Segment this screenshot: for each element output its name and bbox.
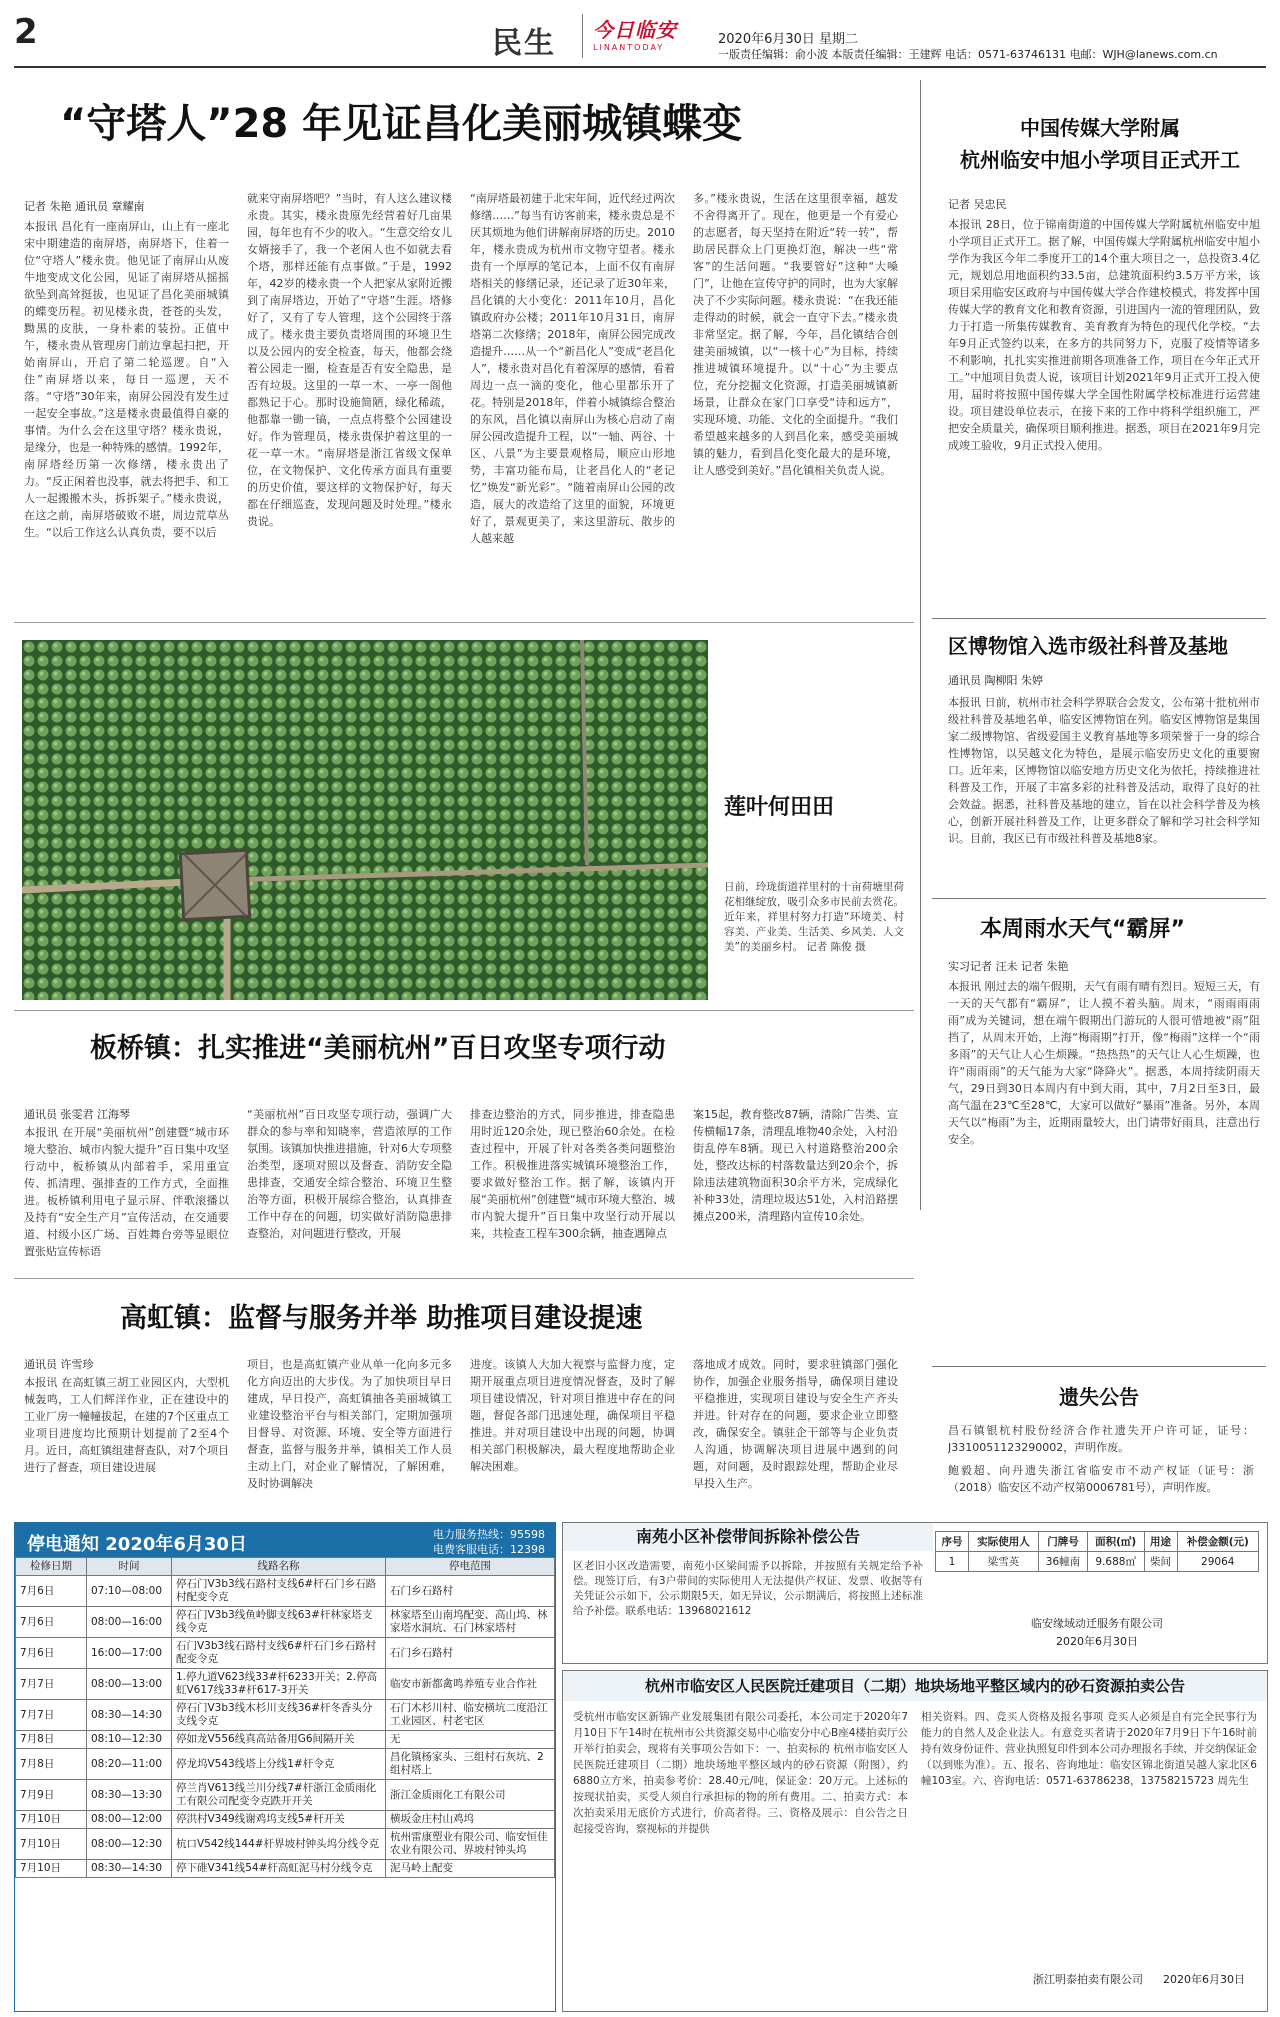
article1-headline: “守塔人”28 年见证昌化美丽城镇蝶变: [60, 101, 743, 147]
power-notice-title: 停电通知 2020年6月30日: [27, 1534, 247, 1555]
article2-byline: 记者 吴忠民: [948, 198, 1007, 211]
comp-cell: 梁雪英: [968, 1552, 1038, 1572]
masthead-logo: [582, 14, 693, 58]
outage-range-cell: 昌化镇杨家头、三组村石灰坑、2组村塔上: [386, 1749, 555, 1780]
compensation-org: 临安缘域动迁服务有限公司: [1031, 1617, 1163, 1630]
outage-date-cell: 7月7日: [16, 1700, 87, 1731]
outage-range-cell: 泥马岭上配变: [386, 1860, 555, 1878]
power-notice: [14, 1522, 556, 2012]
auction-body-left: 受杭州市临安区新锦产业发展集团有限公司委托，本公司定于2020年7月10日下午14时在杭州市公共资源交易中心临安分中心B座4楼拍卖厅公开举行拍卖会，现将有关事项公告如下：一、拍卖标的 杭州市临安区人民医院迁建项目（二期）地块场地平整区域内的砂石资源（附图），约6880立方米，拍卖参考价：28.40元/吨，保证金：20万元。上述标的按现状拍卖，买受人须自行承担标的物的所有费用。二、拍卖方式：本次拍卖采用无底价方式进行，价高者得。三、资格及展示：自公告之日起接受咨询，察视标的并提供: [573, 1711, 908, 1835]
lost-notice-title: 遗失公告: [1059, 1385, 1139, 1409]
compensation-title: 南苑小区补偿带间拆除补偿公告: [563, 1523, 933, 1551]
compensation-table: [935, 1531, 1259, 1572]
outage-range-cell: 石门乡石路村: [386, 1638, 555, 1669]
outage-line-cell: 停石门V3b3线鱼岭脚支线63#杆林家塔支线令克: [172, 1607, 386, 1638]
comp-header-user: 实际使用人: [968, 1532, 1038, 1552]
comp-cell: 1: [936, 1552, 969, 1572]
outage-time-cell: 07:10—08:00: [87, 1576, 172, 1607]
outage-range-cell: 林家塔至山南坞配变、高山坞、林家塔水洞坑、石门林家塔村: [386, 1607, 555, 1638]
comp-cell: 36幢南: [1039, 1552, 1088, 1572]
table-row: [16, 1731, 555, 1749]
comp-cell: 29064: [1177, 1552, 1258, 1572]
article1-col4: 多。”楼永贵说，生活在这里很幸福，越发不舍得离开了。现在，他更是一个有爱心的志愿者，每天坚持在附近“转一转”，帮助居民群众上门更换灯泡，解决一些“常客”的生活问题。“我要管好”这种“大嗓门”，让他在宣传守护的同时，也为大家解决了不少实际问题。楼永贵说：“在我还能走得动的时候，就会一直守下去。”楼永贵非常坚定。据了解，今年，昌化镇结合创建美丽城镇，以“一核十心”为目标，持续推进城镇环境提升。以“十心”为主要点位，充分挖掘文化资源，打造美丽城镇新场景，让群众在家门口享受“诗和远方”，实现环境、功能、文化的全面提升。“我们希望越来越多的人到昌化来，感受美丽城镇的魅力，看到昌化变化最大的是环境，让人感受到美好。”昌化镇相关负责人说。: [693, 192, 898, 477]
table-row: [936, 1552, 1259, 1572]
article4-body: 本报讯 刚过去的端午假期，天气有雨有晴有烈日。短短三天，有一天的天气都有“霸屏”，让人摸不着头脑。周末，“雨雨雨雨雨”成为关键词，想在端午假期出门游玩的人很可惜地被“雨”阻挡了，从周末开始，上海“梅雨期”打开，像“梅雨”这样一个“雨多雨”的天气让人心生烦躁。“热热热”的天气让人心生烦躁，也许“雨雨雨”的天气能为大家“降降火”。据悉，本周持续阴雨天气，29日到30日本周内有中到大雨，其中，7月2日至3日，最高气温在23℃至28℃，大家可以做好“暴雨”准备。另外，本周天气以“梅雨”为主，近期雨量较大，出门请带好雨具，注意出行安全。: [948, 980, 1260, 1146]
outage-date-cell: 7月6日: [16, 1576, 87, 1607]
article3-headline: 区博物馆入选市级社科普及基地: [948, 634, 1228, 658]
outage-range-cell: 无: [386, 1731, 555, 1749]
outage-time-cell: 08:00—12:00: [87, 1811, 172, 1829]
outage-range-cell: 石门乡石路村: [386, 1576, 555, 1607]
outage-time-cell: 08:30—14:30: [87, 1860, 172, 1878]
paper-name: 今日临安: [593, 18, 677, 42]
outage-date-cell: 7月10日: [16, 1811, 87, 1829]
auction-title: 杭州市临安区人民医院迁建项目（二期）地块场地平整区域内的砂石资源拍卖公告: [563, 1671, 1267, 1701]
table-row: [16, 1780, 555, 1811]
article6-col4: 落地成才成效。同时，要求驻镇部门强化协作，加强企业服务指导，确保项目建设平稳推进，实现项目建设与安全生产齐头并进。针对存在的问题，要求企业立即整改，确保安全。镇驻企干部等与企业负责人沟通，协调解决项目进展中遇到的问题，对问题，及时跟踪处理，帮助企业尽早投入生产。: [693, 1358, 898, 1490]
article2-headline-line2: 杭州临安中旭小学项目正式开工: [960, 148, 1240, 172]
article2-headline-line1: 中国传媒大学附属: [1020, 116, 1180, 140]
outage-line-cell: 停洪村V349线谢鸡坞支线5#杆开关: [172, 1811, 386, 1829]
compensation-notice: [562, 1522, 1268, 1664]
comp-cell: 9.688㎡: [1087, 1552, 1144, 1572]
comp-header-house: 门牌号: [1039, 1532, 1088, 1552]
article3-body: 本报讯 日前，杭州市社会科学界联合会发文，公布第十批杭州市级社科普及基地名单，临安区博物馆在列。临安区博物馆是集国家二级博物馆、省级爱国主义教育基地等多项荣誉于一身的综合性博物馆，以吴越文化为特色，是展示临安历史文化的重要窗口。近年来，区博物馆以临安地方历史文化为依托，持续推进社科普及工作，开展了丰富多彩的社科普及活动，取得了良好的社会效益。据悉，社科普及基地的建立，旨在以社会科学普及为核心，创新开展社科普及工作，让更多群众了解和学习社会科学知识。目前，我区已有市级社科普及基地8家。: [948, 696, 1260, 845]
table-row: [16, 1811, 555, 1829]
article6-byline: 通讯员 许雪珍: [24, 1358, 94, 1371]
photo-top-rule: [14, 622, 914, 623]
article5-top-rule: [14, 1010, 914, 1011]
comp-header-use: 用途: [1144, 1532, 1177, 1552]
article1-col3: “南屏塔最初建于北宋年间，近代经过两次修缮……”每当有访客前来，楼永贵总是不厌其烦地为他们讲解南屏塔的历史。2010年，楼永贵成为杭州市文物守望者。楼永贵有一个厚厚的笔记本，上面不仅有南屏塔相关的修缮记录，还记录了近30年来，昌化镇的大小变化：2011年10月，昌化镇政府办公楼；2011年10月31日，南屏塔第二次修缮；2018年，南屏公园完成改造提升……从一个“新昌化人”变成“老昌化人”，楼永贵对昌化有着深厚的感情，看着周边一点一滴的变化，他心里都乐开了花。特别是2018年，伴着小城镇综合整治的东风，昌化镇以南屏山为核心启动了南屏公园改造提升工程，以“一轴、两谷、十区、八景”为主要景观格局，顺应山形地势，丰富功能布局，让老昌化人的“老记忆”焕发“新光彩”。“随着南屏山公园的改造，展大的改造给了这里的面貌，环境更好了，景观更美了，来这里游玩、散步的人越来越: [470, 192, 675, 545]
outage-time-cell: 08:00—13:00: [87, 1669, 172, 1700]
vertical-divider-right: [920, 80, 921, 1210]
comp-header-amount: 补偿金额(元): [1177, 1532, 1258, 1552]
article6-col3: 进度。该镇人大加大视察与监督力度，定期开展重点项目进度情况督查，及时了解项目建设情况，针对项目推进中存在的问题，督促各部门迅速处理，确保项目平稳推进。并对项目建设中出现的问题，协调相关部门积极解决，最大程度地帮助企业解决困难。: [470, 1358, 675, 1473]
editors-line: 一版责任编辑：俞小波 本版责任编辑：王建辉 电话：0571-63746131 电邮：WJH@lanews.com.cn: [718, 48, 1218, 61]
outage-date-cell: 7月8日: [16, 1749, 87, 1780]
outage-date-cell: 7月8日: [16, 1731, 87, 1749]
article5-col1: 本报讯 在开展“美丽杭州”创建暨“城市环境大整治、城市内貌大提升”百日集中攻坚行动中，板桥镇从内部着手，采用重宣传、抓清理、强排查的工作方式，全面推进。板桥镇利用电子显示屏、伴歌滚播以及持有“安全生产月”宣传活动，在交通要道、村级小区广场、百姓舞台旁等显眼位置张贴宣传标语: [24, 1126, 229, 1258]
table-row: [16, 1576, 555, 1607]
article5-headline: 板桥镇：扎实推进“美丽杭州”百日攻坚专项行动: [90, 1033, 666, 1064]
outage-date-cell: 7月6日: [16, 1607, 87, 1638]
article6-col1: 本报讯 在高虹镇三胡工业园区内，大型机械轰鸣，工人们辉洋作业，正在建设中的工业厂房一幢幢拔起，在建的7个区重点工业项目进度均比预期计划提前了2至4个月。近日，高虹镇组建督查队，对7个项目进行了督查，项目建设进展: [24, 1376, 229, 1474]
article6-col2: 项目，也是高虹镇产业从单一化向多元多化方向迈出的大步伐。为了加快项目早日建成，早日投产，高虹镇抽各美丽城镇工业建设整治平台与相关部门，定期加强项目督导、对资源、环境、安全等方面进行督查，监督与服务并举，镇相关工作人员主动上门，对企业了解情况，了解困难，及时协调解决: [247, 1358, 452, 1490]
comp-cell: 柴间: [1144, 1552, 1177, 1572]
outage-time-cell: 16:00—17:00: [87, 1638, 172, 1669]
outage-line-cell: 停如龙V556线真高站备用G6间隔开关: [172, 1731, 386, 1749]
compensation-date: 2020年6月30日: [1056, 1635, 1138, 1648]
outage-range-cell: 杭州雷康塑业有限公司、临安恒佳农业有限公司、界坡村钟头坞: [386, 1829, 555, 1860]
outage-line-cell: 停兰肖V613线兰川分线7#杆浙江金质雨化工有限公司配变令克跌开开关: [172, 1780, 386, 1811]
outage-line-cell: 杭口V542线144#杆界坡村钟头坞分线令克: [172, 1829, 386, 1860]
issue-date: 2020年6月30日 星期二: [718, 32, 859, 47]
outage-time-cell: 08:30—14:30: [87, 1700, 172, 1731]
article3-top-rule: [932, 618, 1266, 619]
outage-range-cell: 石门木杉川村、临安横坑二度沿江工业园区、村老宅区: [386, 1700, 555, 1731]
article4-headline: 本周雨水天气“霸屏”: [980, 917, 1185, 942]
power-service-phone: 电费客服电话：12398: [433, 1543, 545, 1556]
table-row: [16, 1829, 555, 1860]
outage-date-cell: 7月9日: [16, 1780, 87, 1811]
article5-byline: 通讯员 张雯君 江海琴: [24, 1108, 130, 1121]
article5-col3: 排查边整治的方式，同步推进，排查隐患用时近120余处，现已整治60余处。在检查过程中，开展了针对各类各类问题整治工作。积极推进落实城镇环境整治工作，要求做好整治工作。据了解，该镇内开展“美丽杭州”创建暨“城市环境大整治、城市内貌大提升”百日集中攻坚行动开展以来，共检查工程车300余辆，抽查遇障点: [470, 1108, 675, 1240]
article6-top-rule: [14, 1278, 914, 1279]
article1-byline: 记者 朱艳 通讯员 章耀南: [24, 200, 145, 213]
outage-line-cell: 停龙坞V543线塔上分线1#杆令克: [172, 1749, 386, 1780]
comp-header-area: 面积(㎡): [1087, 1532, 1144, 1552]
table-row: [16, 1669, 555, 1700]
auction-notice: [562, 1670, 1268, 2012]
header-line: 线路名称: [172, 1558, 386, 1576]
article6-headline: 高虹镇：监督与服务并举 助推项目建设提速: [120, 1303, 643, 1334]
outage-time-cell: 08:00—16:00: [87, 1607, 172, 1638]
outage-line-cell: 石门V3b3线石路村支线6#杆石门乡石路村配变令克: [172, 1638, 386, 1669]
outage-range-cell: 浙江金质雨化工有限公司: [386, 1780, 555, 1811]
power-notice-header: [15, 1523, 555, 1557]
article5-col4: 案15起，教育整改87辆，清除广告类、宣传横幅17条，清理乱堆物40余处，入村沿街乱停车8辆。现已入村道路整治200余处，整改达标的村落数量达到20余个，拆除违法建筑物面积30余平方米，完成绿化补种33处，清理垃圾达51处，入村沿路摆摊点200米，清理路内宣传10余处。: [693, 1108, 898, 1223]
masthead-rule: [14, 66, 1266, 68]
outage-date-cell: 7月10日: [16, 1829, 87, 1860]
paper-name-en: LINANTODAY: [593, 43, 665, 52]
article5-col2: “美丽杭州”百日攻坚专项行动，强调广大群众的参与率和知晓率，营造浓厚的工作氛围。该镇加快推进措施，针对6大专项整治类型，逐项对照以及督查、消防安全隐患排查，交通安全综合整治、环境卫生整治等方面，积极开展综合整治，认真排查工作中存在的问题，切实做好消防隐患排查整治，对问题进行整改，开展: [247, 1108, 452, 1240]
header-date: 检修日期: [16, 1558, 87, 1576]
power-table-header: [16, 1558, 555, 1576]
table-row: [16, 1700, 555, 1731]
outage-line-cell: 停石门V3b3线石路村支线6#杆石门乡石路村配变令克: [172, 1576, 386, 1607]
article3-byline: 通讯员 陶柳阳 朱婷: [948, 674, 1043, 687]
auction-org: 浙江明泰拍卖有限公司: [1033, 1973, 1143, 1986]
auction-body-right: 相关资料。四、竞买人资格及报名事项 竞买人必须是自有完全民事行为能力的自然人及企业法人。有意竞买者请于2020年7月9日下午16时前持有效身份证件、营业执照复印件到本公司办理报名手续，并交纳保证金（以到账为准）。五、报名、咨询地址：临安区锦北街道吴越人家北区6幢103室。六、咨询电话：0571-63786238，13758215723 周先生: [921, 1711, 1257, 1787]
table-row: [16, 1860, 555, 1878]
outage-line-cell: 停下碓V341线54#杆高虹泥马村分线令克: [172, 1860, 386, 1878]
outage-time-cell: 08:00—12:30: [87, 1829, 172, 1860]
outage-date-cell: 7月6日: [16, 1638, 87, 1669]
page-number: 2: [14, 12, 38, 52]
lost-notice-body2: 鲍毅超、向丹遗失浙江省临安市不动产权证（证号：浙（2018）临安区不动产权第0006781号），声明作废。: [948, 1464, 1254, 1494]
outage-range-cell: 临安市新都禽鸣养殖专业合作社: [386, 1669, 555, 1700]
table-row: [16, 1638, 555, 1669]
outage-line-cell: 1.停九道V623线33#杆6233开关；2.停高虹V617线33#杆617-3开关: [172, 1669, 386, 1700]
table-row: [16, 1749, 555, 1780]
outage-date-cell: 7月7日: [16, 1669, 87, 1700]
outage-time-cell: 08:10—12:30: [87, 1731, 172, 1749]
power-outage-table: [15, 1557, 555, 1878]
outage-line-cell: 停石门V3b3线木杉川支线36#杆冬香头分支线令克: [172, 1700, 386, 1731]
outage-time-cell: 08:20—11:00: [87, 1749, 172, 1780]
article1-col2: 就来守南屏塔吧？”当时，有人这么建议楼永贵。其实，楼永贵原先经营着好几亩果园，每年也有不少的收入。“生意交给女儿女婿接手了，我一个老闲人也不如就去看个塔，那样还能有点事做。”于是，1992年，42岁的楼永贵一个人把家从家附近搬到了南屏塔边，开始了“守塔”生涯。塔修好了，又有了专人管理，这个公园终于落成了。楼永贵主要负责塔周围的环境卫生以及公园内的安全检查，每天，他都会绕着公园走一圈，检查是否有安全隐患，是否有垃圾。这里的一草一木、一亭一阁他都熟记于心。那时设施简陋，绿化稀疏，他都靠一锄一镐，一点点将整个公园建设好。作为管理员，楼永贵保护着这里的一花一草一木。“南屏塔是浙江省级文保单位，在文物保护、文化传承方面具有重要的历史价值，要这样的文物保护好，每天都在仔细巡查，发现问题及时处理。”楼永贵说。: [247, 192, 452, 528]
photo-caption: 日前，玲珑街道祥里村的十亩荷塘里荷花相继绽放，吸引众多市民前去赏花。近年来，祥里村努力打造“环境美、村容美、产业美、生活美、乡风美、人文美”的美丽乡村。 记者 陈俊 摄: [724, 881, 904, 953]
power-hotline: 电力服务热线：95598: [433, 1528, 545, 1541]
header-range: 停电范围: [386, 1558, 555, 1576]
lost-notice-body1: 昌石镇银杭村股份经济合作社遗失开户许可证，证号：J3310051123290002，声明作废。: [948, 1424, 1254, 1454]
comp-header-no: 序号: [936, 1532, 969, 1552]
outage-date-cell: 7月10日: [16, 1860, 87, 1878]
outage-time-cell: 08:30—13:30: [87, 1780, 172, 1811]
header-time: 时间: [87, 1558, 172, 1576]
photo-title: 莲叶何田田: [724, 795, 835, 820]
lotus-pond-photo: [22, 640, 708, 1000]
section-name: 民生: [492, 26, 556, 61]
article4-byline: 实习记者 汪未 记者 朱艳: [948, 960, 1069, 973]
article2-body: 本报讯 28日，位于锦南街道的中国传媒大学附属杭州临安中旭小学项目正式开工。据了解，中国传媒大学附属杭州临安中旭小学作为我区今年二季度开工的14个重大项目之一，总投资3.4亿元，规划总用地面积约33.5亩，总建筑面积约3.5万平方米，该项目采用临安区政府与中国传媒大学合作建校模式，将发挥中国传媒大学的教育文化和教育资源，引进国内一流的管理团队，致力于打造一所集传媒教育、美育教育为特色的现代化学校。“去年9月正式签约以来，在多方的共同努力下，克服了疫情等诸多不利影响，扎扎实实推进前期各项准备工作，项目在今年正式开工。”中旭项目负责人说，该项目计划2021年9月正式开工投入使用，届时将按照中国传媒大学全国性附属学校标准进行运营建设。项目建设单位表示，在接下来的工作中将科学组织施工，严把安全质量关，确保项目顺利推进。据悉，项目在2021年9月完成竣工验收，9月正式投入使用。: [948, 218, 1260, 452]
compensation-body: 区老旧小区改造需要，南苑小区梁间需予以拆除，并按照有关规定给予补偿。现签订后，有3户带间的实际使用人无法提供产权证、发票、收据等有关凭证公示如下，公示期限5天，如无异议，公示期满后，将按照上述标准给予补偿。联系电话：13968021612: [573, 1560, 923, 1617]
table-row: [16, 1607, 555, 1638]
auction-date: 2020年6月30日: [1163, 1973, 1245, 1986]
outage-range-cell: 横坂金庄村山鸡坞: [386, 1811, 555, 1829]
lotus-pond-illustration: [22, 640, 708, 1000]
lost-notice-box: [932, 1366, 1266, 1515]
article4-top-rule: [932, 898, 1266, 899]
article1-col1: 本报讯 昌化有一座南屏山，山上有一座北宋中期建造的南屏塔，南屏塔下，住着一位“守塔人”楼永贵。他见证了南屏山从废牛地变成文化公园，见证了南屏塔从摇摇欲坠到高耸挺拔，也见证了昌化美丽城镇的蝶变历程。初见楼永贵，苍苍的头发，黝黑的皮肤，一身朴素的装扮。正值中午，楼永贵从管理房门前边拿起扫把，开始南屏山，开启了第二轮巡逻。自“入住”南屏塔以来，每日一巡逻，天不落。“守塔”30年来，南屏公园没有发生过一起安全事故。”这是楼永贵最值得自豪的事情。为什么会在这里守塔？楼永贵说，是缘分，也是一种特殊的感情。1992年，南屏塔经历第一次修缮，楼永贵出了力。“反正闲着也没事，就去将把手、和工人一起搬搬木头，拆拆架子。”楼永贵说，在这之前，南屏塔破败不堪，周边荒草丛生。“以后工作这么认真负责，要不以后: [24, 220, 229, 539]
